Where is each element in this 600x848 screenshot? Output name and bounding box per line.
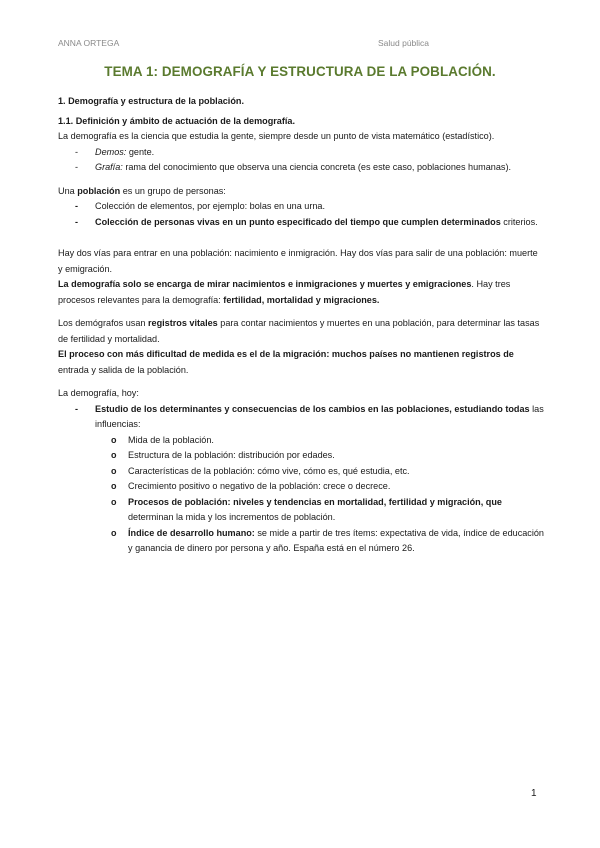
vias-paragraph: Hay dos vías para entrar en una población: nacimiento e inmigración. Hay dos vías para salir de una población: muerte y emigración.: [58, 248, 538, 274]
header-author: ANNA ORTEGA: [58, 38, 120, 48]
text: es un grupo de personas:: [120, 185, 226, 196]
poblacion-paragraph: [58, 184, 544, 200]
poblacion-list: [58, 199, 544, 230]
list-item: [108, 526, 544, 557]
migracion-paragraph: [58, 347, 544, 378]
text: para contar nacimientos y muertes en una población, para determinar las tasas de fertilidad y mortalidad.: [58, 318, 540, 344]
text: Colección de elementos, por ejemplo: bolas en una urna.: [95, 201, 326, 211]
text: entrada y salida de la población.: [58, 364, 189, 375]
text: se mide a partir de tres ítems: expectativa de vida, índice de educación y ganancia de dinero por persona y año. España está en el número 26.: [128, 527, 544, 553]
list-item: [108, 464, 544, 480]
bold-text: fertilidad, mortalidad y migraciones.: [223, 294, 380, 305]
text: . Hay tres procesos relevantes para la demografía:: [58, 279, 511, 305]
text: Mida de la población.: [128, 434, 214, 445]
registros-paragraph: [58, 316, 544, 347]
procesos-paragraph: [58, 277, 544, 308]
hoy-paragraph: La demografía, hoy:: [58, 388, 139, 398]
list-item: [58, 215, 544, 231]
text: Estructura de la población: distribución por edades.: [128, 450, 335, 460]
text: criterios.: [500, 216, 538, 227]
text: Una: [58, 185, 78, 196]
text: Crecimiento positivo o negativo de la población: crece o decrece.: [128, 481, 391, 491]
list-item: [108, 479, 544, 495]
term-demos: Demos:: [95, 146, 127, 157]
hoy-list: [58, 402, 544, 433]
text: Los demógrafos usan: [58, 318, 148, 328]
text: Características de la población: cómo vive, cómo es, qué estudia, etc.: [128, 465, 410, 476]
bold-text: Índice de desarrollo humano:: [128, 527, 255, 538]
text: determinan la mida y los incrementos de población.: [128, 512, 336, 522]
term-registros: registros vitales: [147, 318, 218, 328]
list-item: [58, 160, 544, 176]
term-grafia: Grafía:: [95, 162, 123, 172]
list-item: [108, 433, 544, 449]
document-body: [58, 94, 544, 557]
header-subject: Salud pública: [378, 38, 430, 48]
definition: rama del conocimiento que observa una ciencia concreta (es este caso, poblaciones humanas).: [122, 162, 512, 172]
influencias-list: [58, 433, 544, 557]
text: las influencias:: [95, 403, 544, 429]
bold-text: Procesos de población: niveles y tendencias en mortalidad, fertilidad y migración, que: [128, 496, 502, 507]
page-title: TEMA 1: DEMOGRAFÍA Y ESTRUCTURA DE LA POBLACIÓN.: [104, 64, 496, 79]
bold-text: Colección de personas vivas en un punto especificado del tiempo que cumplen determinados: [95, 216, 501, 227]
etymology-list: [58, 145, 544, 176]
intro-paragraph: La demografía es la ciencia que estudia la gente, siempre desde un punto de vista matemático (estadístico).: [58, 131, 495, 141]
bold-text: El proceso con más dificultad de medida es el de la migración: muchos países no mantienen registros de: [58, 349, 514, 359]
section-heading-1: 1. Demografía y estructura de la población.: [58, 96, 244, 106]
bold-text: La demografía solo se encarga de mirar nacimientos e inmigraciones y muertes y emigraciones: [58, 279, 472, 289]
list-item: [108, 495, 544, 526]
term-poblacion: población: [77, 185, 121, 196]
section-heading-1-1: 1.1. Definición y ámbito de actuación de la demografía.: [58, 115, 296, 126]
list-item: [58, 145, 544, 161]
list-item: [58, 199, 544, 215]
page-number: 1: [531, 788, 537, 799]
bold-text: Estudio de los determinantes y consecuencias de los cambios en las poblaciones, estudiando todas: [95, 403, 530, 414]
list-item: [58, 402, 544, 433]
definition: gente.: [126, 146, 155, 157]
list-item: [108, 448, 544, 464]
